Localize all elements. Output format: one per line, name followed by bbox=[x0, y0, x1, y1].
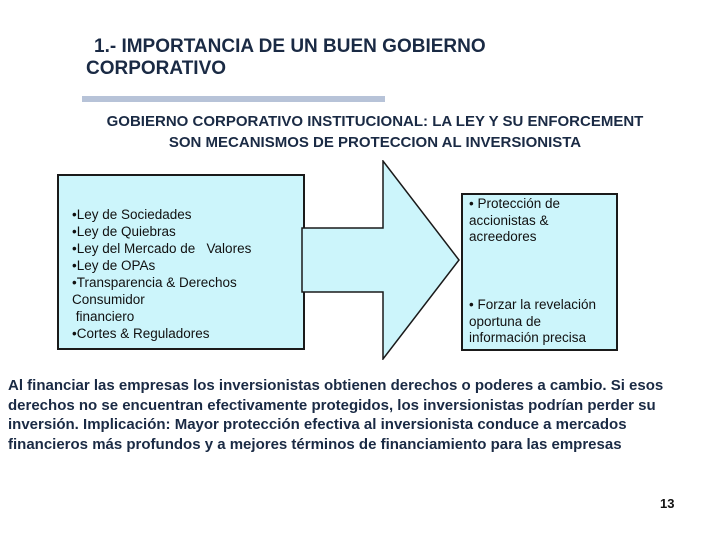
outcome-protection: • Protección de accionistas & acreedores bbox=[469, 196, 561, 244]
laws-list-item: •Ley de OPAs bbox=[72, 258, 156, 273]
laws-list-item: •Transparencia & Derechos bbox=[72, 275, 237, 290]
slide-subtitle bbox=[40, 111, 710, 153]
slide-title-line-2: CORPORATIVO bbox=[86, 58, 227, 79]
slide-subtitle-line-1: GOBIERNO CORPORATIVO INSTITUCIONAL: LA LEY Y SU ENFORCEMENT bbox=[106, 113, 644, 130]
laws-list-item: financiero bbox=[72, 309, 135, 324]
outcome-disclosure: • Forzar la revelación oportuna de información precisa bbox=[469, 297, 597, 345]
slide-subtitle-line-2: SON MECANISMOS DE PROTECCION AL INVERSIONISTA bbox=[168, 134, 582, 151]
right-arrow-icon bbox=[301, 160, 463, 360]
slide-title bbox=[86, 36, 646, 80]
laws-list-item: •Ley de Quiebras bbox=[72, 224, 176, 239]
laws-list-item: •Ley del Mercado de Valores bbox=[72, 241, 252, 256]
laws-list-item: Consumidor bbox=[72, 292, 145, 307]
laws-list-item: •Ley de Sociedades bbox=[72, 207, 192, 222]
page-number: 13 bbox=[660, 496, 675, 511]
laws-list-item: •Cortes & Reguladores bbox=[72, 326, 210, 341]
body-paragraph: Al financiar las empresas los inversionistas obtienen derechos o poderes a cambio. Si esos derechos no se encuentran efectivamente protegidos, los inversionistas podrían perder su inversión. Implicación: Mayor protección efectiva al inversionista conduce a mercados financieros más profundos y a mejores términos de financiamiento para las empresas bbox=[8, 377, 664, 453]
slide-title-line-1: 1.- IMPORTANCIA DE UN BUEN GOBIERNO bbox=[94, 36, 486, 57]
title-underline-bar bbox=[82, 96, 385, 102]
laws-list bbox=[72, 206, 312, 342]
